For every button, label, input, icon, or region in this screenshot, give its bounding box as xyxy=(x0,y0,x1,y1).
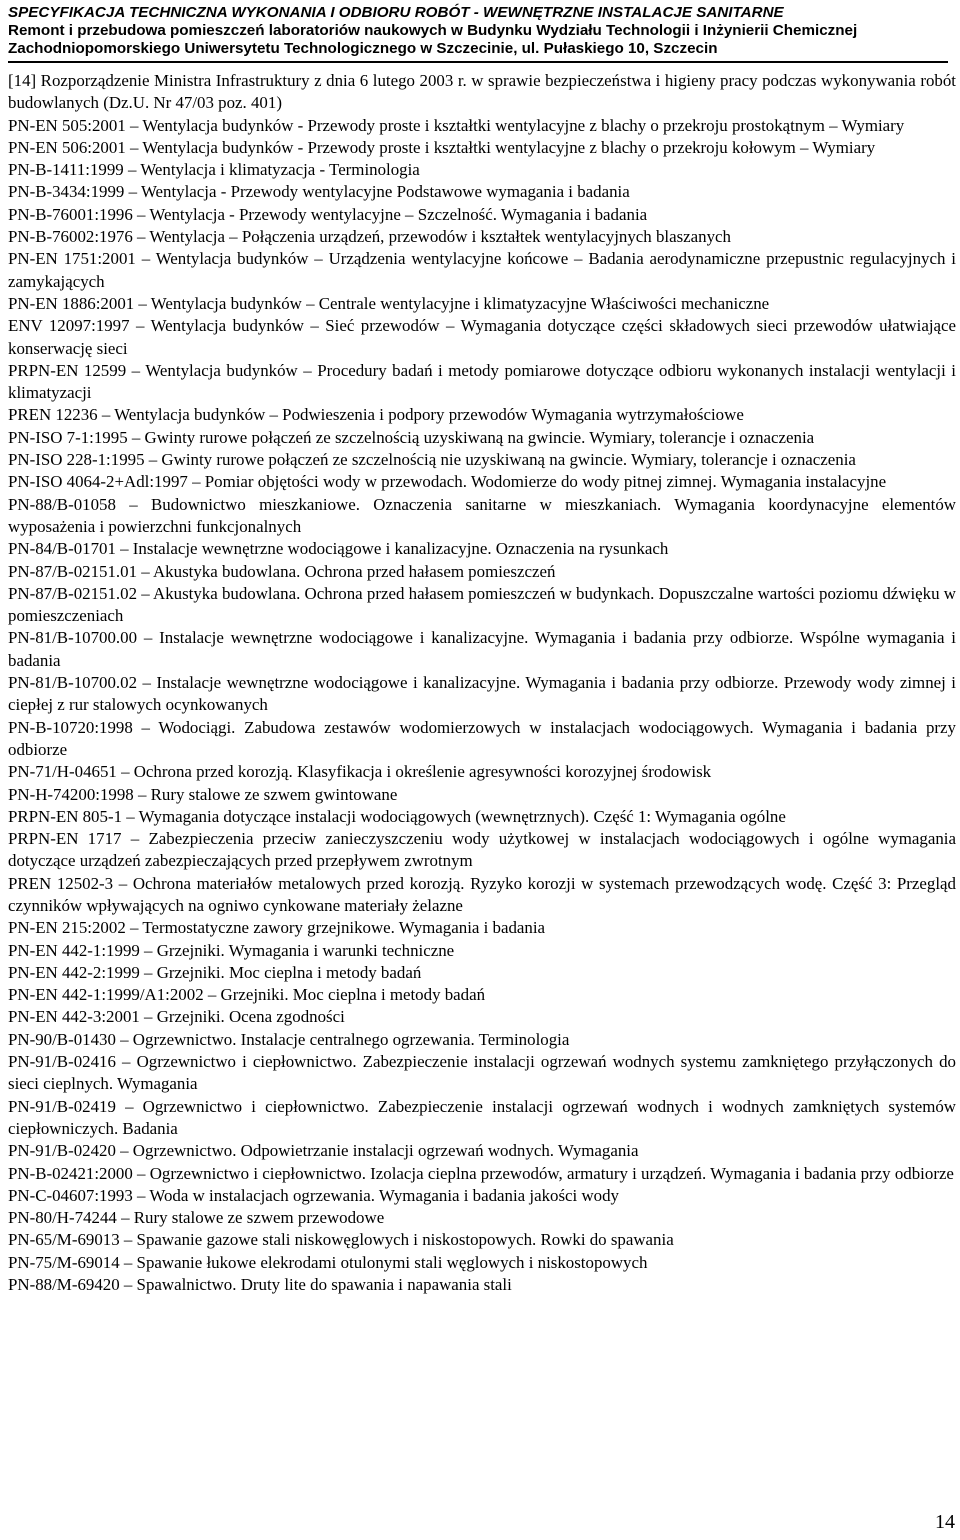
standard-entry: PN-ISO 228-1:1995 – Gwinty rurowe połączeń ze szczelnością nie uzyskiwaną na gwincie. Wymiary, tolerancje i oznaczenia xyxy=(8,450,856,470)
header-address: Zachodniopomorskiego Uniwersytetu Technologicznego w Szczecinie, ul. Pułaskiego 10, Szczecin xyxy=(8,40,718,57)
standard-entry: PN-65/M-69013 – Spawanie gazowe stali niskowęglowych i niskostopowych. Rowki do spawania xyxy=(8,1230,674,1250)
standard-entry: PN-88/M-69420 – Spawalnictwo. Druty lite do spawania i napawania stali xyxy=(8,1275,512,1295)
standard-entry: PN-88/B-01058 – Budownictwo mieszkaniowe. Oznaczenia sanitarne w mieszkaniach. Wymagania koordynacyjne elementów wyposażenia i powierzchni funkcjonalnych xyxy=(8,494,956,536)
standard-entry: PN-87/B-02151.02 – Akustyka budowlana. Ochrona przed hałasem pomieszczeń w budynkach. Dopuszczalne wartości poziomu dźwięku w pomieszczeniach xyxy=(8,583,956,626)
document-header xyxy=(8,4,948,63)
standard-entry: PN-EN 442-3:2001 – Grzejniki. Ocena zgodności xyxy=(8,1007,345,1027)
standard-entry: PN-91/B-02420 – Ogrzewnictwo. Odpowietrzanie instalacji ogrzewań wodnych. Wymagania xyxy=(8,1141,639,1161)
standard-entry: PN-B-76001:1996 – Wentylacja - Przewody wentylacyjne – Szczelność. Wymagania i badania xyxy=(8,204,648,224)
standards-list xyxy=(8,70,956,1296)
standard-entry: PN-81/B-10700.00 – Instalacje wewnętrzne wodociągowe i kanalizacyjne. Wymagania i badania przy odbiorze. Wspólne wymagania i badania xyxy=(8,628,956,670)
standard-entry: PN-EN 506:2001 – Wentylacja budynków - Przewody proste i kształtki wentylacyjne z blachy o przekroju kołowym – Wymiary xyxy=(8,137,876,157)
standard-entry: PRPN-EN 12599 – Wentylacja budynków – Procedury badań i metody pomiarowe dotyczące odbioru wykonanych instalacji wentylacji i klimatyzacji xyxy=(8,360,956,403)
standard-entry: ENV 12097:1997 – Wentylacja budynków – Sieć przewodów – Wymagania dotyczące części składowych sieci przewodów ułatwiające konserwację sieci xyxy=(8,316,956,358)
standard-entry: [14] Rozporządzenie Ministra Infrastruktury z dnia 6 lutego 2003 r. w sprawie bezpieczeństwa i higieny pracy podczas wykonywania robót budowlanych (Dz.U. Nr 47/03 poz. 401) xyxy=(8,71,956,113)
standard-entry: PN-ISO 4064-2+Adl:1997 – Pomiar objętości wody w przewodach. Wodomierze do wody pitnej zimnej. Wymagania instalacyjne xyxy=(8,472,887,492)
standard-entry: PN-B-10720:1998 – Wodociągi. Zabudowa zestawów wodomierzowych w instalacjach wodociągowych. Wymagania i badania przy odbiorze xyxy=(8,717,956,759)
standard-entry: PN-75/M-69014 – Spawanie łukowe elekrodami otulonymi stali węglowych i niskostopowych xyxy=(8,1252,648,1272)
standard-entry: PN-81/B-10700.02 – Instalacje wewnętrzne wodociągowe i kanalizacyjne. Wymagania i badania przy odbiorze. Przewody wody zimnej i ciepłej z rur stalowych ocynkowanych xyxy=(8,673,956,715)
standard-entry: PN-EN 505:2001 – Wentylacja budynków - Przewody proste i kształtki wentylacyjne z blachy o przekroju prostokątnym – Wymiary xyxy=(8,115,905,135)
standard-entry: PRPN-EN 805-1 – Wymagania dotyczące instalacji wodociągowych (wewnętrznych). Część 1: Wymagania ogólne xyxy=(8,806,786,826)
standard-entry: PN-B-76002:1976 – Wentylacja – Połączenia urządzeń, przewodów i kształtek wentylacyjnych blaszanych xyxy=(8,227,731,247)
standard-entry: PN-B-3434:1999 – Wentylacja - Przewody wentylacyjne Podstawowe wymagania i badania xyxy=(8,182,630,202)
standard-entry: PN-EN 442-1:1999 – Grzejniki. Wymagania i warunki techniczne xyxy=(8,940,455,960)
standard-entry: PN-C-04607:1993 – Woda w instalacjach ogrzewania. Wymagania i badania jakości wody xyxy=(8,1185,619,1205)
standard-entry: PN-EN 442-2:1999 – Grzejniki. Moc cieplna i metody badań xyxy=(8,962,422,982)
standard-entry: PN-87/B-02151.01 – Akustyka budowlana. Ochrona przed hałasem pomieszczeń xyxy=(8,561,556,581)
standard-entry: PN-90/B-01430 – Ogrzewnictwo. Instalacje centralnego ogrzewania. Terminologia xyxy=(8,1029,570,1049)
standard-entry: PN-EN 215:2002 – Termostatyczne zawory grzejnikowe. Wymagania i badania xyxy=(8,918,546,938)
standard-entry: PN-91/B-02419 – Ogrzewnictwo i ciepłownictwo. Zabezpieczenie instalacji ogrzewań wodnych i wodnych zamkniętych systemów ciepłowniczych. Badania xyxy=(8,1096,956,1138)
header-title: SPECYFIKACJA TECHNICZNA WYKONANIA I ODBIORU ROBÓT - WEWNĘTRZNE INSTALACJE SANITARNE xyxy=(8,4,784,21)
header-project: Remont i przebudowa pomieszczeń laboratoriów naukowych w Budynku Wydziału Technologii i Inżynierii Chemicznej xyxy=(8,22,858,39)
standard-entry: PRPN-EN 1717 – Zabezpieczenia przeciw zanieczyszczeniu wody użytkowej w instalacjach wodociągowych i ogólne wymagania dotyczące urządzeń zabezpieczających przed przepływem zwrotnym xyxy=(8,829,956,871)
standard-entry: PN-80/H-74244 – Rury stalowe ze szwem przewodowe xyxy=(8,1208,385,1228)
standard-entry: PREN 12236 – Wentylacja budynków – Podwieszenia i podpory przewodów Wymagania wytrzymałościowe xyxy=(8,405,744,425)
page-number: 14 xyxy=(935,1511,955,1533)
standard-entry: PN-84/B-01701 – Instalacje wewnętrzne wodociągowe i kanalizacyjne. Oznaczenia na rysunkach xyxy=(8,539,669,559)
standard-entry: PN-91/B-02416 – Ogrzewnictwo i ciepłownictwo. Zabezpieczenie instalacji ogrzewań wodnych systemu zamkniętego przyłączonych do sieci cieplnych. Wymagania xyxy=(8,1052,956,1094)
standard-entry: PN-71/H-04651 – Ochrona przed korozją. Klasyfikacja i określenie agresywności korozyjnej środowisk xyxy=(8,762,712,782)
standard-entry: PN-EN 1886:2001 – Wentylacja budynków – Centrale wentylacyjne i klimatyzacyjne Właściwości mechaniczne xyxy=(8,293,770,313)
standard-entry: PREN 12502-3 – Ochrona materiałów metalowych przed korozją. Ryzyko korozji w systemach przewodzących wodę. Część 3: Przegląd czynników wpływających na ogniwo cynkowane materiały żelazne xyxy=(8,873,956,915)
standard-entry: PN-ISO 7-1:1995 – Gwinty rurowe połączeń ze szczelnością uzyskiwaną na gwincie. Wymiary, tolerancje i oznaczenia xyxy=(8,427,815,447)
standard-entry: PN-B-1411:1999 – Wentylacja i klimatyzacja - Terminologia xyxy=(8,160,420,180)
standard-entry: PN-H-74200:1998 – Rury stalowe ze szwem gwintowane xyxy=(8,784,398,804)
standard-entry: PN-B-02421:2000 – Ogrzewnictwo i ciepłownictwo. Izolacja cieplna przewodów, armatury i urządzeń. Wymagania i badania przy odbiorze xyxy=(8,1163,954,1183)
standard-entry: PN-EN 442-1:1999/A1:2002 – Grzejniki. Moc cieplna i metody badań xyxy=(8,985,486,1005)
standard-entry: PN-EN 1751:2001 – Wentylacja budynków – Urządzenia wentylacyjne końcowe – Badania aerodynamiczne przepustnic regulacyjnych i zamykających xyxy=(8,249,956,291)
